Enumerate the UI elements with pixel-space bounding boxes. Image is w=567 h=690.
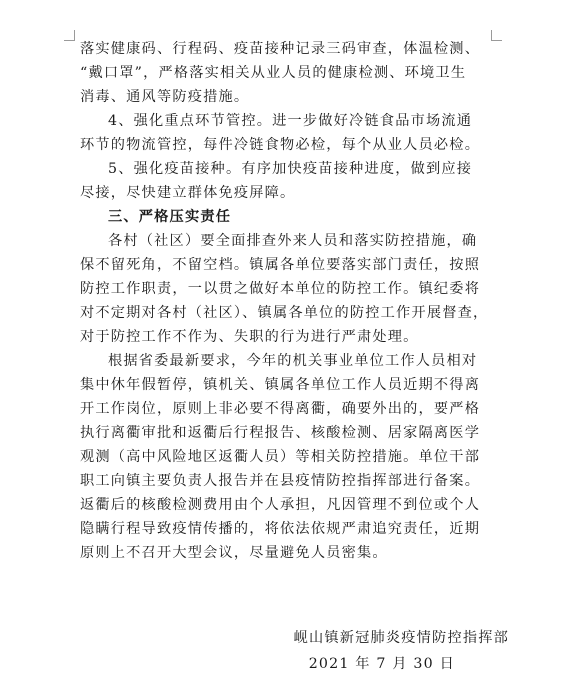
text-line: 集中休年假暂停，镇机关、镇属各单位工作人员近期不得离 (80, 377, 481, 393)
text-line: 环节的物流管控，每件冷链食物必检，每个从业人员必检。 (80, 137, 481, 153)
text-line: 5、强化疫苗接种。有序加快疫苗接种进度，做到应接 (108, 161, 473, 177)
text-line: 尽接，尽快建立群体免疫屏障。 (80, 185, 296, 201)
signature-organization: 岘山镇新冠肺炎疫情防控指挥部 (293, 630, 509, 646)
text-line: 返衢后的核酸检测费用由个人承担，凡因管理不到位或个人 (80, 497, 481, 513)
text-line: 4、强化重点环节管控。进一步做好冷链食品市场流通 (108, 113, 473, 129)
signature-date: 2021 年 7 月 30 日 (308, 656, 455, 672)
text-line: 对于防控工作不作为、失职的行为进行严肃处理。 (80, 329, 419, 345)
text-line: 职工向镇主要负责人报告并在县疫情防控指挥部进行备案。 (80, 473, 481, 489)
text-line: 原则上不召开大型会议，尽量避免人员密集。 (80, 545, 388, 561)
text-line: 落实健康码、行程码、疫苗接种记录三码审查，体温检测、 (80, 41, 481, 57)
text-line: 消毒、通风等防疫措施。 (80, 89, 250, 105)
text-line: 防控工作职责，一以贯之做好本单位的防控工作。镇纪委将 (80, 281, 481, 297)
text-line: 隐瞒行程导致疫情传播的，将依法依规严肃追究责任，近期 (80, 521, 481, 537)
text-line: 开工作岗位，原则上非必要不得离衢，确要外出的，要严格 (80, 401, 481, 417)
text-line: “戴口罩”，严格落实相关从业人员的健康检测、环境卫生 (80, 65, 467, 81)
document-body (80, 37, 492, 565)
text-line: 保不留死角，不留空档。镇属各单位要落实部门责任，按照 (80, 257, 481, 273)
section-heading: 三、严格压实责任 (108, 209, 232, 225)
text-line: 对不定期对各村（社区）、镇属各单位的防控工作开展督查， (80, 305, 489, 321)
text-line: 执行离衢审批和返衢后行程报告、核酸检测、居家隔离医学 (80, 425, 481, 441)
text-line: 根据省委最新要求，今年的机关事业单位工作人员相对 (108, 353, 478, 369)
text-line: 各村（社区）要全面排查外来人员和落实防控措施，确 (108, 233, 478, 249)
page-corner-mark-left (64, 30, 75, 41)
page-corner-mark-right (491, 30, 502, 41)
text-line: 观测（高中风险地区返衢人员）等相关防控措施。单位干部 (80, 449, 481, 465)
